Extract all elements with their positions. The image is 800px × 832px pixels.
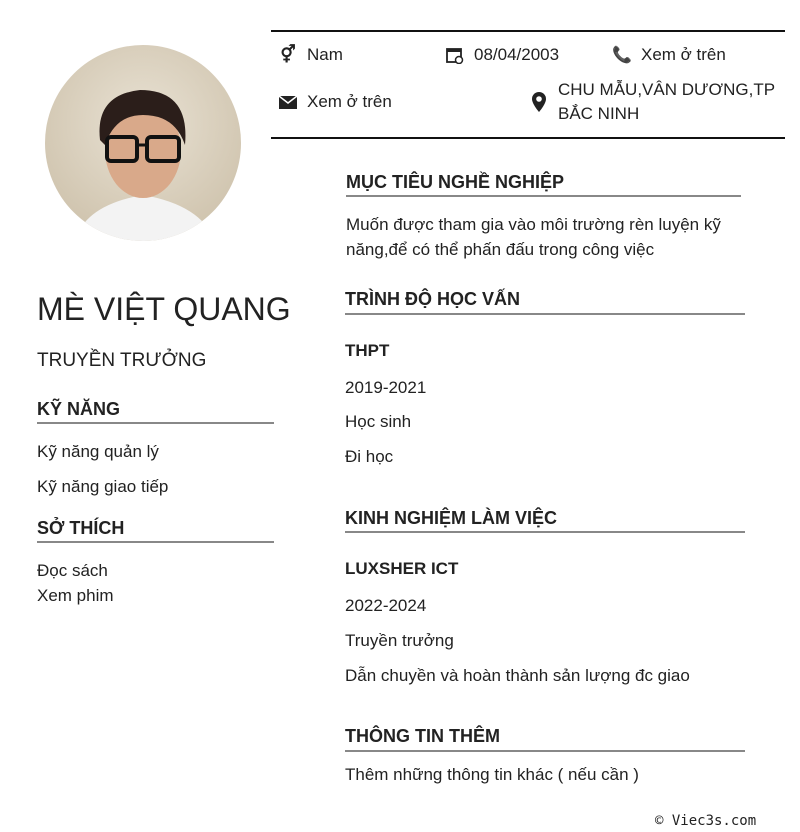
address-line-2: BẮC NINH: [558, 104, 640, 123]
extra-text: Thêm những thông tin khác ( nếu cần ): [345, 765, 639, 784]
phone-icon: 📞: [612, 47, 632, 64]
job-title: TRUYỀN TRƯỞNG: [37, 350, 207, 371]
skills-divider: [37, 422, 274, 424]
education-heading: TRÌNH ĐỘ HỌC VẤN: [345, 289, 520, 309]
experience-period: 2022-2024: [345, 596, 427, 615]
contact-top-border: [271, 30, 785, 32]
experience-heading: KINH NGHIỆM LÀM VIỆC: [345, 508, 558, 528]
footer-credit: © Viec3s.com: [655, 813, 757, 829]
phone-value: Xem ở trên: [641, 45, 726, 64]
avatar-photo: [45, 45, 241, 241]
education-school: THPT: [345, 341, 390, 360]
education-desc: Đi học: [345, 447, 394, 466]
extra-divider: [345, 750, 745, 752]
address-line-1: CHU MẪU,VÂN DƯƠNG,TP: [558, 80, 776, 99]
skill-item: Kỹ năng quản lý: [37, 442, 159, 461]
location-pin-icon: [529, 92, 549, 112]
calendar-icon: [445, 45, 465, 65]
objective-divider: [346, 195, 741, 197]
extra-heading: THÔNG TIN THÊM: [345, 726, 500, 746]
experience-company: LUXSHER ICT: [345, 559, 459, 578]
skills-heading: KỸ NĂNG: [37, 399, 121, 419]
gender-icon: ⚥: [280, 45, 296, 64]
experience-desc: Dẫn chuyền và hoàn thành sản lượng đc giao: [345, 666, 690, 685]
hobby-item: Xem phim: [37, 586, 114, 605]
birthday-value: 08/04/2003: [474, 45, 560, 64]
objective-text-line2: năng,để có thể phấn đấu trong công việc: [346, 240, 655, 259]
objective-heading: MỤC TIÊU NGHỀ NGHIỆP: [346, 172, 565, 192]
education-divider: [345, 313, 745, 315]
hobby-item: Đọc sách: [37, 561, 108, 580]
hobbies-heading: SỞ THÍCH: [37, 518, 125, 538]
contact-bottom-border: [271, 137, 785, 139]
objective-text-line1: Muốn được tham gia vào môi trường rèn luyện kỹ: [346, 215, 721, 234]
experience-role: Truyền trưởng: [345, 631, 454, 650]
education-period: 2019-2021: [345, 378, 427, 397]
email-icon: [278, 92, 298, 112]
full-name: MÈ VIỆT QUANG: [37, 291, 291, 327]
hobbies-divider: [37, 541, 274, 543]
gender-value: Nam: [307, 45, 343, 64]
education-role: Học sinh: [345, 412, 412, 431]
email-value: Xem ở trên: [307, 92, 392, 111]
experience-divider: [345, 531, 745, 533]
skill-item: Kỹ năng giao tiếp: [37, 477, 169, 496]
